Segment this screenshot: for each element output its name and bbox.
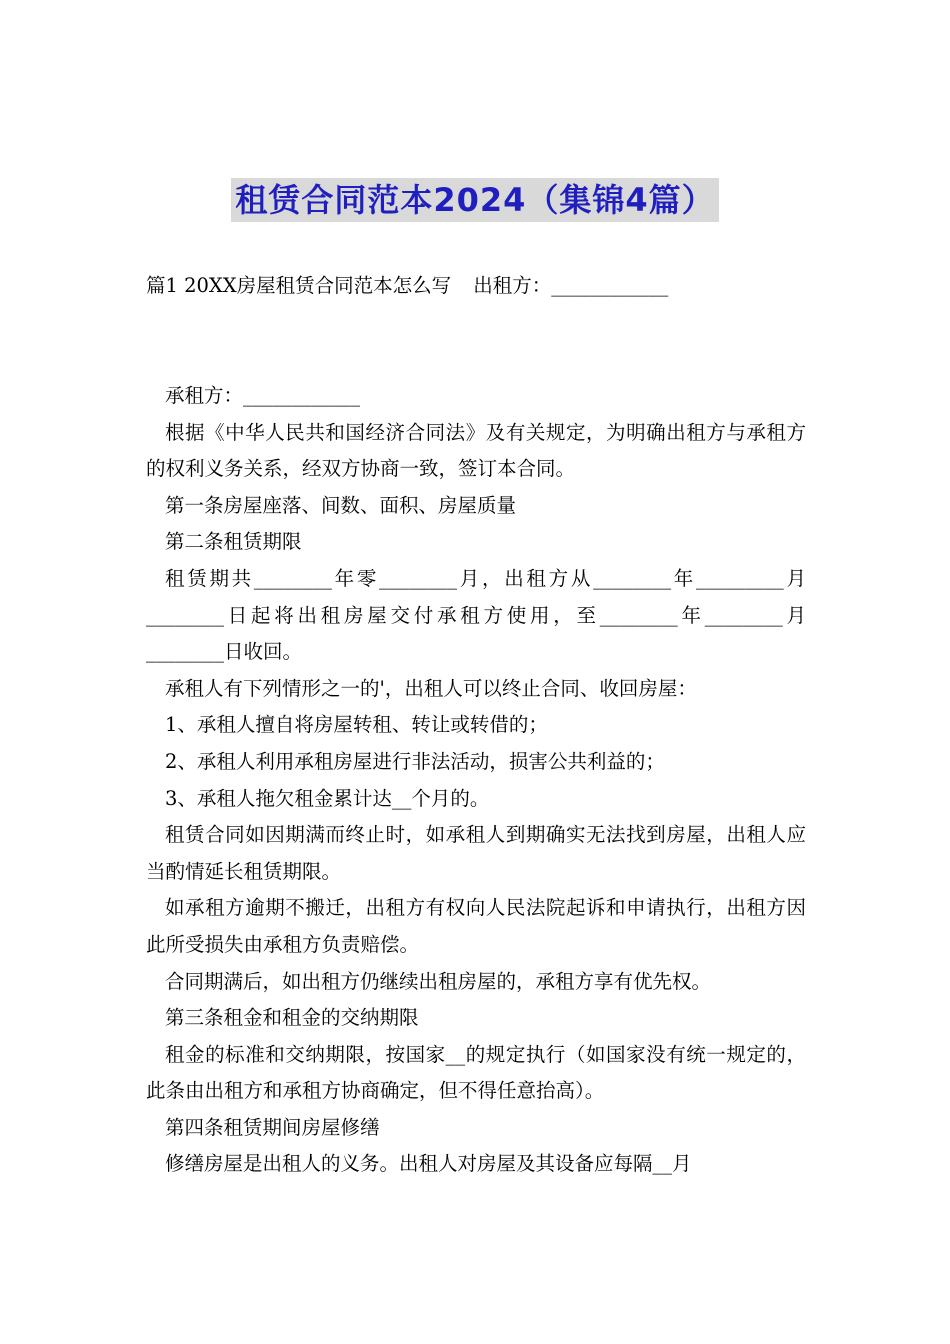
paragraph-expiry: 租赁合同如因期满而终止时，如承租人到期确实无法找到房屋，出租人应当酌情延长租赁期限。 — [146, 823, 806, 883]
intro-line — [146, 268, 806, 304]
lessee-field: 承租方：____________ — [165, 384, 361, 407]
article-3-heading: 第三条租金和租金的交纳期限 — [165, 1006, 419, 1030]
paragraph-priority: 合同期满后，如出租方仍继续出租房屋的，承租方享有优先权。 — [165, 969, 712, 993]
article-4-heading: 第四条租赁期间房屋修缮 — [165, 1115, 380, 1139]
section-heading: 篇1 20XX房屋租赁合同范本怎么写 — [146, 274, 452, 297]
paragraph-lease-term: 租赁期共________年零________月，出租方从________年_________月________日起将出租房屋交付承租方使用，至________年________月________日收回。 — [146, 566, 806, 664]
list-item: 1、承租人擅自将房屋转租、转让或转借的； — [165, 713, 548, 737]
article-2-heading: 第二条租赁期限 — [165, 530, 302, 554]
paragraph-preamble: 根据《中华人民共和国经济合同法》及有关规定，为明确出租方与承租方的权利义务关系，经双方协商一致，签订本合同。 — [146, 420, 806, 481]
list-item: 2、承租人利用承租房屋进行非法活动，损害公共利益的； — [165, 749, 665, 773]
lessor-field: 出租方：____________ — [473, 274, 669, 297]
paragraph-termination: 承租人有下列情形之一的'，出租人可以终止合同、收回房屋： — [165, 676, 697, 700]
paragraph-repair: 修缮房屋是出租人的义务。出租人对房屋及其设备应每隔__月 — [165, 1152, 692, 1176]
document-body — [146, 378, 806, 1183]
list-item: 3、承租人拖欠租金累计达__个月的。 — [165, 786, 490, 810]
title-container — [0, 178, 950, 222]
article-1-heading: 第一条房屋座落、间数、面积、房屋质量 — [165, 493, 517, 517]
document-title: 租赁合同范本2024（集锦4篇） — [231, 178, 718, 222]
paragraph-rent: 租金的标准和交纳期限，按国家__的规定执行（如国家没有统一规定的，此条由出租方和承租方协商确定，但不得任意抬高）。 — [146, 1042, 806, 1103]
paragraph-overdue: 如承租方逾期不搬迁，出租方有权向人民法院起诉和申请执行，出租方因此所受损失由承租方负责赔偿。 — [146, 896, 806, 956]
